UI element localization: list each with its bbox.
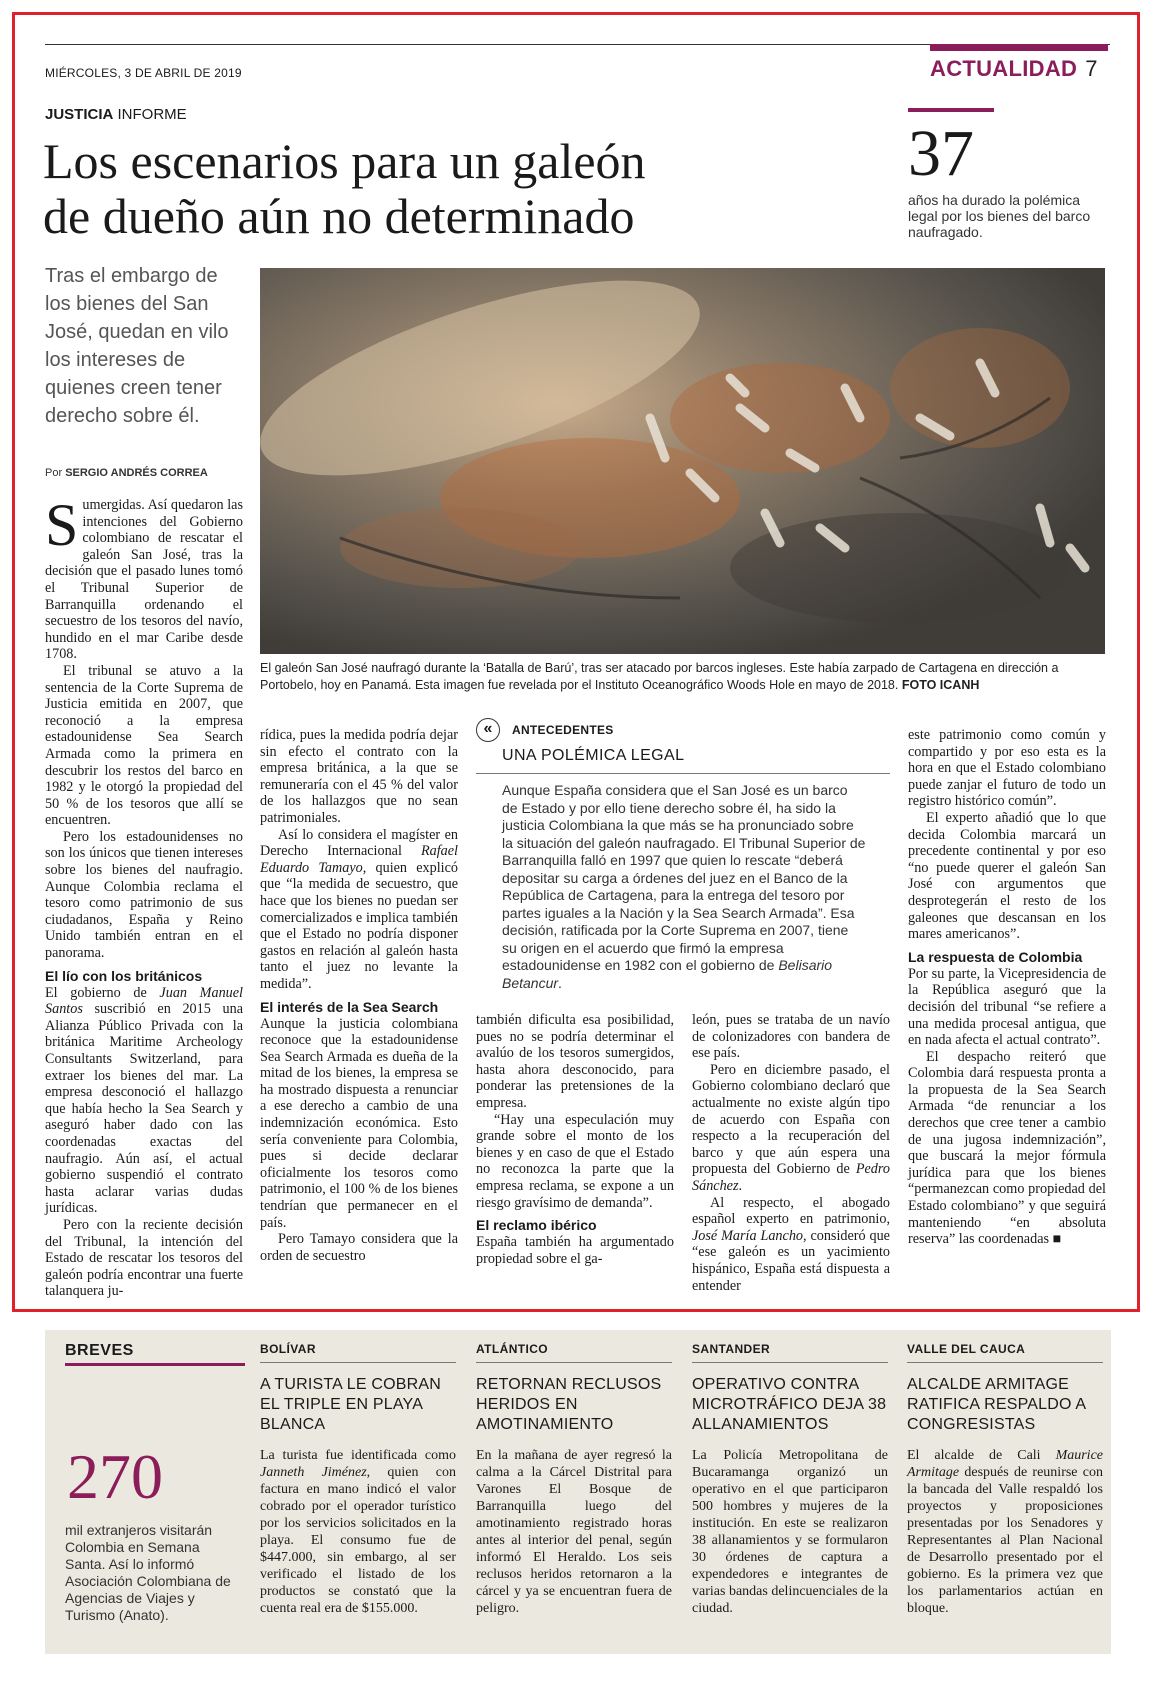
breves-heading: BREVES	[65, 1342, 134, 1359]
subheading: La respuesta de Colombia	[908, 948, 1083, 965]
paragraph	[45, 985, 243, 1217]
column-1	[45, 492, 243, 1300]
paragraph-text: Al respecto, el abogado español experto en patrimonio,	[692, 1194, 890, 1228]
headline	[43, 134, 833, 244]
paragraph: Por su parte, la Vicepresidencia de la República aseguró que la decisión del tribunal “se refiere a una medida procesal antigua, que en nada afecta el actual contrato”.	[908, 965, 1106, 1049]
double-chevron-left-icon: «	[476, 718, 500, 742]
stat-bar	[908, 108, 994, 112]
paragraph: El tribunal se atuvo a la sentencia de la Corte Suprema de Justicia emitida en 2007, que reconoció a la empresa estadounidense Sea Search Armada como la primera en descubrir los restos del barco en 1982 y le otorgó la propiedad del 50 % de los tesoros que allí se encuentren.	[45, 662, 243, 829]
paragraph-text: Pero en diciembre pasado, el Gobierno colombiano declaró que actualmente no existe algún tipo de acuerdo con España con respecto a la recuperación del barco y que aún espera una propuesta del Gobierno de	[692, 1061, 890, 1178]
paragraph: rídica, pues la medida podría dejar sin efecto el contrato con la empresa británica, a la que se remuneraría con el 45 % del valor de los hallazgos que no sean patrimoniales.	[260, 727, 458, 826]
brief-region: ATLÁNTICO	[476, 1342, 549, 1356]
brief-text-part: , quien con factura en mano indicó el valor cobrado por el operador turístico por los servicios solicitados en la playa. El consumo fue de $447.000, sin embargo, al ser verificado el listado de los productos se constató que la cuenta real era de $155.000.	[260, 1465, 456, 1616]
photo-caption	[260, 660, 1105, 694]
brief-region: BOLÍVAR	[260, 1342, 316, 1356]
paragraph: este patrimonio como común y compartido y por eso esta es la hora en que el Estado colombiano puede zanjar el futuro de todo un registro histórico común”.	[908, 727, 1106, 810]
brief-text-part: después de reunirse con la bancada del Valle respaldó los proyectos y proposiciones presentadas por los Senadores y Representantes al Plan Nacional de Desarrollo presentado por el gobierno. Es la primera vez que los parlamentarios actúan en bloque.	[907, 1465, 1103, 1616]
caption-text: El galeón San José naufragó durante la ‘Batalla de Barú’, tras ser atacado por barcos ingleses. Este había zarpado de Cartagena en dirección a Portobelo, hoy en Panamá. Esta imagen fue revelada por el Instituto Oceanográfico Woods Hole en mayo de 2018.	[260, 661, 1059, 692]
paragraph: también dificulta esa posibilidad, pues no se podría determinar el avalúo de los tesoros sumergidos, hasta ahora desconocido, para ponderar las pretensiones de la empresa.	[476, 1012, 674, 1111]
brief-item	[476, 1342, 672, 1617]
brief-region: VALLE DEL CAUCA	[907, 1342, 1026, 1356]
section-bar	[930, 44, 1108, 51]
section-name	[930, 56, 1098, 82]
stat-caption: años ha durado la polémica legal por los bienes del barco naufragado.	[908, 192, 1091, 240]
person-name: Rafael Eduardo Tamayo	[260, 843, 458, 876]
paragraph: Pero con la reciente decisión del Tribunal, la intención del Estado de rescatar los tesoros del galeón podría encontrar una fuerte talanquera ju-	[45, 1216, 243, 1300]
paragraph	[260, 827, 458, 993]
byline-name: SERGIO ANDRÉS CORREA	[65, 467, 208, 479]
brief-text	[907, 1447, 1103, 1617]
person-name: Maurice Armitage	[907, 1448, 1103, 1480]
paragraph-text: El gobierno de	[45, 984, 160, 1001]
brief-text: En la mañana de ayer regresó la calma a la Cárcel Distrital para Varones El Bosque de Barranquilla luego del amotinamiento registrado horas antes al interior del penal, según informó El Heraldo. Los seis reclusos heridos retornaron a la cárcel y ya se encuentran fuera de peligro.	[476, 1448, 672, 1616]
column-2	[260, 727, 458, 1264]
brief-rule	[260, 1362, 456, 1363]
kicker-rest: INFORME	[117, 106, 187, 123]
subheading: El reclamo ibérico	[476, 1217, 597, 1234]
brief-rule	[692, 1362, 888, 1363]
paragraph-text: umergidas. Así quedaron las intenciones del Gobierno colombiano de rescatar el galeón San José, tras la decisión que el pasado lunes tomó el Tribunal Superior de Barranquilla ordenando el secuestro de los tesoros del navío, hundido en el mar Caribe desde 1708.	[45, 497, 243, 663]
subheading: El interés de la Sea Search	[260, 998, 439, 1015]
person-name: Janneth Jiménez	[260, 1465, 367, 1480]
brief-item	[260, 1342, 456, 1617]
breves-stat-caption: mil extranjeros visitarán Colombia en Semana Santa. Así lo informó Asociación Colombiana de Agencias de Viajes y Turismo (Anato).	[65, 1522, 231, 1623]
section-label: ACTUALIDAD	[930, 56, 1078, 81]
paragraph-text: .	[738, 1177, 743, 1194]
paragraph: El experto añadió que lo que decida Colombia marcará un precedente continental y por eso “no puede querer el galeón San José con argumentos que desprotegerán el resto de los galeones que descansan en los mares americanos”.	[908, 809, 1106, 943]
brief-item	[692, 1342, 888, 1617]
person-name: José María Lancho	[692, 1227, 804, 1244]
shipwreck-photo-icon	[260, 268, 1105, 654]
brief-title: ALCALDE ARMITAGE RATIFICA RESPALDO A CONGRESISTAS	[907, 1376, 1086, 1433]
brief-text	[260, 1447, 456, 1617]
paragraph	[692, 1062, 890, 1195]
antecedentes-rule	[476, 773, 890, 774]
page-number: 7	[1085, 56, 1098, 81]
deck: Tras el embargo de los bienes del San José, quedan en vilo los intereses de quienes creen tener derecho sobre él.	[45, 265, 229, 427]
brief-text: La Policía Metropolitana de Bucaramanga organizó un operativo en el que participaron 500 hombres y mujeres de la institución. En este se realizaron 38 allanamientos y se formularon 30 órdenes de captura a expendedores e integrantes de varias bandas delincuenciales de la ciudad.	[692, 1448, 888, 1616]
paragraph-text: , quien explicó que “la medida de secuestro, que hace que los bienes no puedan ser comercializados e implica también que el Estado no podría disponer gastos en relación al galeón hasta tanto el juez no levante la medida”.	[260, 859, 458, 992]
drop-cap: S	[45, 492, 79, 558]
antecedentes-body	[502, 782, 866, 992]
caption-credit: FOTO ICANH	[901, 678, 980, 692]
kicker	[45, 106, 187, 123]
antecedentes-box	[476, 718, 890, 991]
paragraph	[692, 1195, 890, 1295]
headline-line-1: Los escenarios para un galeón	[43, 133, 646, 189]
person-name: Belisario Betancur	[502, 957, 833, 991]
brief-region: SANTANDER	[692, 1342, 771, 1356]
antecedentes-title: UNA POLÉMICA LEGAL	[502, 747, 685, 764]
byline	[45, 467, 208, 479]
stat-number: 37	[908, 117, 974, 190]
paragraph: Aunque la justicia colombiana reconoce que la estadounidense Sea Search Armada es dueña de la mitad de los bienes, la empresa se ha mostrado dispuesta a renunciar a ese derecho a cambio de una indemnización económica. Esto sería conveniente para Colombia, pues si decide declarar oficialmente los tesoros como patrimonio, el 100 % de los bienes tendrían que permanecer en el país.	[260, 1015, 458, 1231]
headline-line-2: de dueño aún no determinado	[43, 188, 635, 244]
kicker-bold: JUSTICIA	[45, 106, 114, 123]
paragraph: Pero Tamayo considera que la orden de secuestro	[260, 1231, 458, 1264]
antecedentes-end: .	[558, 974, 562, 991]
column-3	[476, 1012, 674, 1267]
subheading: El lío con los británicos	[45, 967, 203, 984]
shipwreck-photo	[260, 268, 1105, 654]
paragraph: león, pues se trataba de un navío de colonizadores con bandera de ese país.	[692, 1012, 890, 1062]
antecedentes-text: Aunque España considera que el San José es un barco de Estado y por ello tiene derecho sobre él, ha sido la justicia Colombiana la que más se ha pronunciado sobre la situación del galeón naufragado. El Tribunal Superior de Barranquilla falló en 1997 que quien lo rescate “deberá depositar su carga a órdenes del juez en el Banco de la República de Cartagena, para la entrega del tesoro por partes iguales a la Nación y la Sea Search Armada”. Esa decisión, ratificada por la Corte Suprema en 2007, tiene su origen en el acuerdo que firmó la empresa estadounidense en 1982 con el gobierno de	[502, 782, 866, 973]
breves-heading-bar	[65, 1363, 245, 1366]
breves-stat-number: 270	[67, 1441, 163, 1512]
paragraph: España también ha argumentado propiedad sobre el ga-	[476, 1234, 674, 1267]
brief-text-part: La turista fue identificada como	[260, 1448, 456, 1463]
byline-prefix: Por	[45, 467, 63, 479]
person-name: Juan Manuel Santos	[45, 984, 243, 1018]
paragraph: Pero los estadounidenses no son los únicos que tienen intereses sobre los bienes del naufragio. Aunque Colombia reclama el tesoro como patrimonio de sus ciudadanos, España y Reino Unido también entran en el panorama.	[45, 828, 243, 962]
paragraph: El despacho reiteró que Colombia dará respuesta pronta a la propuesta de la Sea Search Armada “de renunciar a los derechos que cree tener a cambio de una jugosa indemnización”, que buscará la mejor fórmula jurídica para que los bienes “permanezcan como propiedad del Estado colombiano” y que seguirá manteniendo “en absoluta reserva” las coordenadas ■	[908, 1048, 1106, 1248]
paragraph-text: suscribió en 2015 una Alianza Público Privada con la británica Maritime Archeology Consultants Switzerland, para extraer los bienes del mar. La empresa desconoció el hallazgo que había hecho la Sea Search y aseguró haber dado con las coordenadas exactas del naufragio. Aún así, el actual gobierno suspendió el contrato hasta aclarar varias dudas jurídicas.	[45, 1001, 243, 1217]
paragraph	[45, 492, 243, 663]
paragraph-text: Así lo considera el magíster en Derecho Internacional	[260, 826, 458, 860]
breves-section	[45, 1330, 1111, 1654]
brief-item	[907, 1342, 1103, 1617]
brief-title: RETORNAN RECLUSOS HERIDOS EN AMOTINAMIENTO	[476, 1376, 662, 1433]
antecedentes-label: ANTECEDENTES	[512, 723, 614, 737]
brief-title: A TURISTA LE COBRAN EL TRIPLE EN PLAYA BLANCA	[260, 1376, 442, 1433]
column-5	[908, 727, 1106, 1248]
paragraph-text: , consideró que “ese galeón es un yacimiento hispánico, España está dispuesta a entender	[692, 1227, 890, 1294]
brief-rule	[476, 1362, 672, 1363]
person-name: Pedro Sánchez	[692, 1161, 890, 1194]
brief-text-part: El alcalde de Cali	[907, 1448, 1056, 1463]
paragraph: “Hay una especulación muy grande sobre el monto de los bienes y en caso de que el Estado no reconozca la parte que la empresa reclama, se expone a un riesgo gravísimo de demanda”.	[476, 1111, 674, 1211]
brief-rule	[907, 1362, 1103, 1363]
issue-date: MIÉRCOLES, 3 DE ABRIL DE 2019	[45, 66, 242, 80]
brief-title: OPERATIVO CONTRA MICROTRÁFICO DEJA 38 ALLANAMIENTOS	[692, 1376, 887, 1433]
column-4	[692, 1012, 890, 1294]
